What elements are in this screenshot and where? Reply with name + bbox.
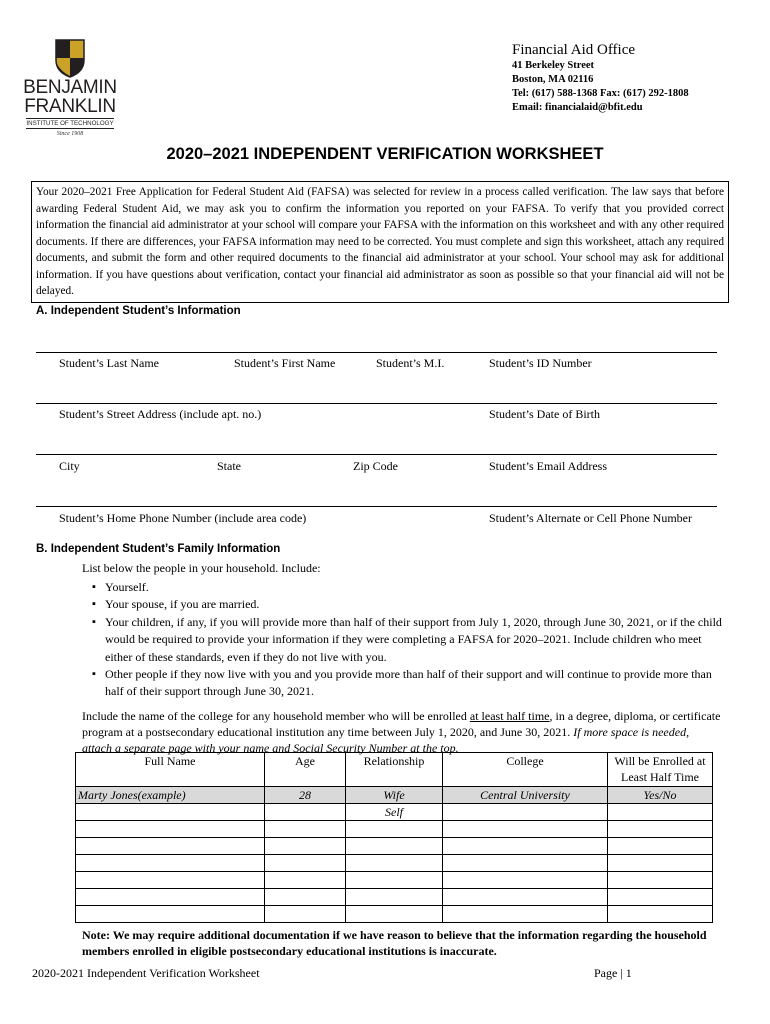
table-cell[interactable] (346, 855, 443, 872)
college-instructions (82, 708, 722, 756)
table-cell[interactable] (443, 838, 608, 855)
logo-name-line2: FRANKLIN (24, 96, 116, 117)
first-name-label: Student’s First Name (234, 356, 336, 370)
table-cell[interactable] (265, 872, 346, 889)
zip-label: Zip Code (353, 459, 398, 473)
office-address1: 41 Berkeley Street (512, 60, 595, 71)
field-line-row2[interactable] (36, 403, 717, 404)
mi-label: Student’s M.I. (376, 356, 445, 370)
table-cell[interactable] (265, 855, 346, 872)
date-of-birth-label: Student’s Date of Birth (489, 407, 600, 421)
home-phone-label: Student’s Home Phone Number (include area code) (59, 511, 307, 525)
office-contact (512, 41, 689, 115)
table-row[interactable] (76, 821, 713, 838)
table-cell[interactable] (608, 804, 713, 821)
section-a-heading: A. Independent Student’s Information (36, 305, 241, 317)
office-title: Financial Aid Office (512, 42, 636, 58)
col-relationship: Relationship (346, 753, 443, 787)
table-cell[interactable] (443, 855, 608, 872)
intro-box: Your 2020–2021 Free Application for Federal Student Aid (FAFSA) was selected for review in a process called verification. The law says that before awarding Federal Student Aid, we may ask you to confirm the information you reported on your FAFSA. To verify that you provided correct information the financial aid administrator at your school will compare your FAFSA with the information on this worksheet and with any other required documents. If there are differences, your FAFSA information may need to be corrected. You must complete and sign this worksheet, attach any required documents, and submit the form and other required documents to the financial aid administrator at your school. Your school may ask for additional information. If you have questions about verification, contact your financial aid administrator as soon as possible so that your financial aid will not be delayed. (31, 181, 729, 303)
table-cell[interactable] (265, 889, 346, 906)
street-address-label: Student’s Street Address (include apt. no.) (59, 407, 262, 421)
cell-phone-label: Student’s Alternate or Cell Phone Number (489, 511, 692, 525)
school-logo (22, 38, 118, 137)
page-number: Page | 1 (594, 966, 632, 980)
table-row[interactable] (76, 855, 713, 872)
table-cell[interactable] (608, 821, 713, 838)
col-college: College (443, 753, 608, 787)
list-item: ▪ Yourself. (82, 579, 722, 596)
field-line-row3[interactable] (36, 454, 717, 455)
page-title: 2020–2021 INDEPENDENT VERIFICATION WORKSHEET (166, 145, 604, 163)
table-cell[interactable] (346, 889, 443, 906)
col-enrolled: Will be Enrolled at Least Half Time (608, 753, 713, 787)
list-item: ▪ Your spouse, if you are married. (82, 596, 722, 613)
example-enrolled: Yes/No (608, 787, 713, 804)
logo-name-line1: BENJAMIN (23, 77, 117, 98)
table-cell[interactable] (346, 906, 443, 923)
instructions-text: Include the name of the college for any household member who will be enrolled (82, 709, 470, 723)
table-cell[interactable] (76, 821, 265, 838)
logo-subtitle: INSTITUTE OF TECHNOLOGY (26, 120, 114, 127)
office-email: Email: financialaid@bfit.edu (512, 102, 643, 113)
table-cell[interactable] (76, 872, 265, 889)
table-cell[interactable] (443, 889, 608, 906)
state-label: State (217, 459, 241, 473)
table-cell[interactable] (608, 855, 713, 872)
list-item: ▪ Other people if they now live with you and you provide more than half of their support and will continue to provide more than half of their support through June 30, 2021. (82, 666, 722, 701)
col-full-name: Full Name (76, 753, 265, 787)
half-time-emphasis: at least half time (469, 709, 550, 723)
household-lead: List below the people in your household. Include: (82, 561, 321, 575)
example-college: Central University (443, 787, 608, 804)
example-row (76, 787, 713, 804)
table-cell[interactable] (346, 821, 443, 838)
table-cell[interactable] (346, 872, 443, 889)
table-cell[interactable] (443, 804, 608, 821)
household-table (75, 752, 713, 923)
table-cell[interactable] (265, 821, 346, 838)
table-cell[interactable] (608, 889, 713, 906)
table-row[interactable] (76, 838, 713, 855)
office-phone: Tel: (617) 588-1368 Fax: (617) 292-1808 (512, 88, 689, 99)
example-relationship: Wife (346, 787, 443, 804)
table-row[interactable] (76, 906, 713, 923)
logo-since: Since 1908 (56, 131, 84, 137)
id-number-label: Student’s ID Number (489, 356, 592, 370)
footer-title: 2020-2021 Independent Verification Worksheet (32, 966, 260, 980)
shield-icon (54, 38, 86, 78)
field-line-row1[interactable] (36, 352, 717, 353)
city-label: City (59, 459, 80, 473)
section-b-heading: B. Independent Student’s Family Information (36, 543, 281, 555)
email-label: Student’s Email Address (489, 459, 607, 473)
list-item: ▪ Your children, if any, if you will provide more than half of their support from July 1, 2020, through June 30, 2021, or if the child would be required to provide your information if they were completing a FAFSA for 2020–2021. Include children who meet either of these standards, even if they do not live with you. (82, 614, 722, 666)
table-cell[interactable] (608, 872, 713, 889)
table-row[interactable] (76, 804, 713, 821)
table-cell[interactable] (443, 821, 608, 838)
table-cell[interactable] (76, 804, 265, 821)
field-line-row4[interactable] (36, 506, 717, 507)
example-name: Marty Jones(example) (76, 787, 265, 804)
table-cell[interactable] (76, 855, 265, 872)
example-age: 28 (265, 787, 346, 804)
table-cell[interactable] (443, 906, 608, 923)
table-cell[interactable] (76, 906, 265, 923)
last-name-label: Student’s Last Name (59, 356, 159, 370)
extra-space-note: If more space is needed, attach a separate page with your name and Social Security Number at the top. (82, 725, 690, 755)
table-header-row (76, 753, 713, 787)
table-cell[interactable] (265, 906, 346, 923)
documentation-note: Note: We may require additional documentation if we have reason to believe that the information regarding the household members enrolled in eligible postsecondary educational institutions is inaccurate. (82, 928, 707, 958)
table-cell[interactable] (265, 838, 346, 855)
table-cell[interactable] (76, 889, 265, 906)
instructions-text-cont: , in a degree, diploma, or certificate program at a postsecondary educational institution any time between July 1, 2020, and June 30, 2021. (82, 709, 721, 739)
table-cell[interactable] (76, 838, 265, 855)
table-cell[interactable] (608, 906, 713, 923)
table-row[interactable] (76, 872, 713, 889)
office-address2: Boston, MA 02116 (512, 74, 594, 85)
table-cell[interactable] (443, 872, 608, 889)
self-relationship: Self (346, 804, 443, 821)
table-cell[interactable] (265, 804, 346, 821)
col-age: Age (265, 753, 346, 787)
table-cell[interactable] (346, 838, 443, 855)
table-cell[interactable] (608, 838, 713, 855)
table-row[interactable] (76, 889, 713, 906)
household-list (82, 579, 722, 701)
